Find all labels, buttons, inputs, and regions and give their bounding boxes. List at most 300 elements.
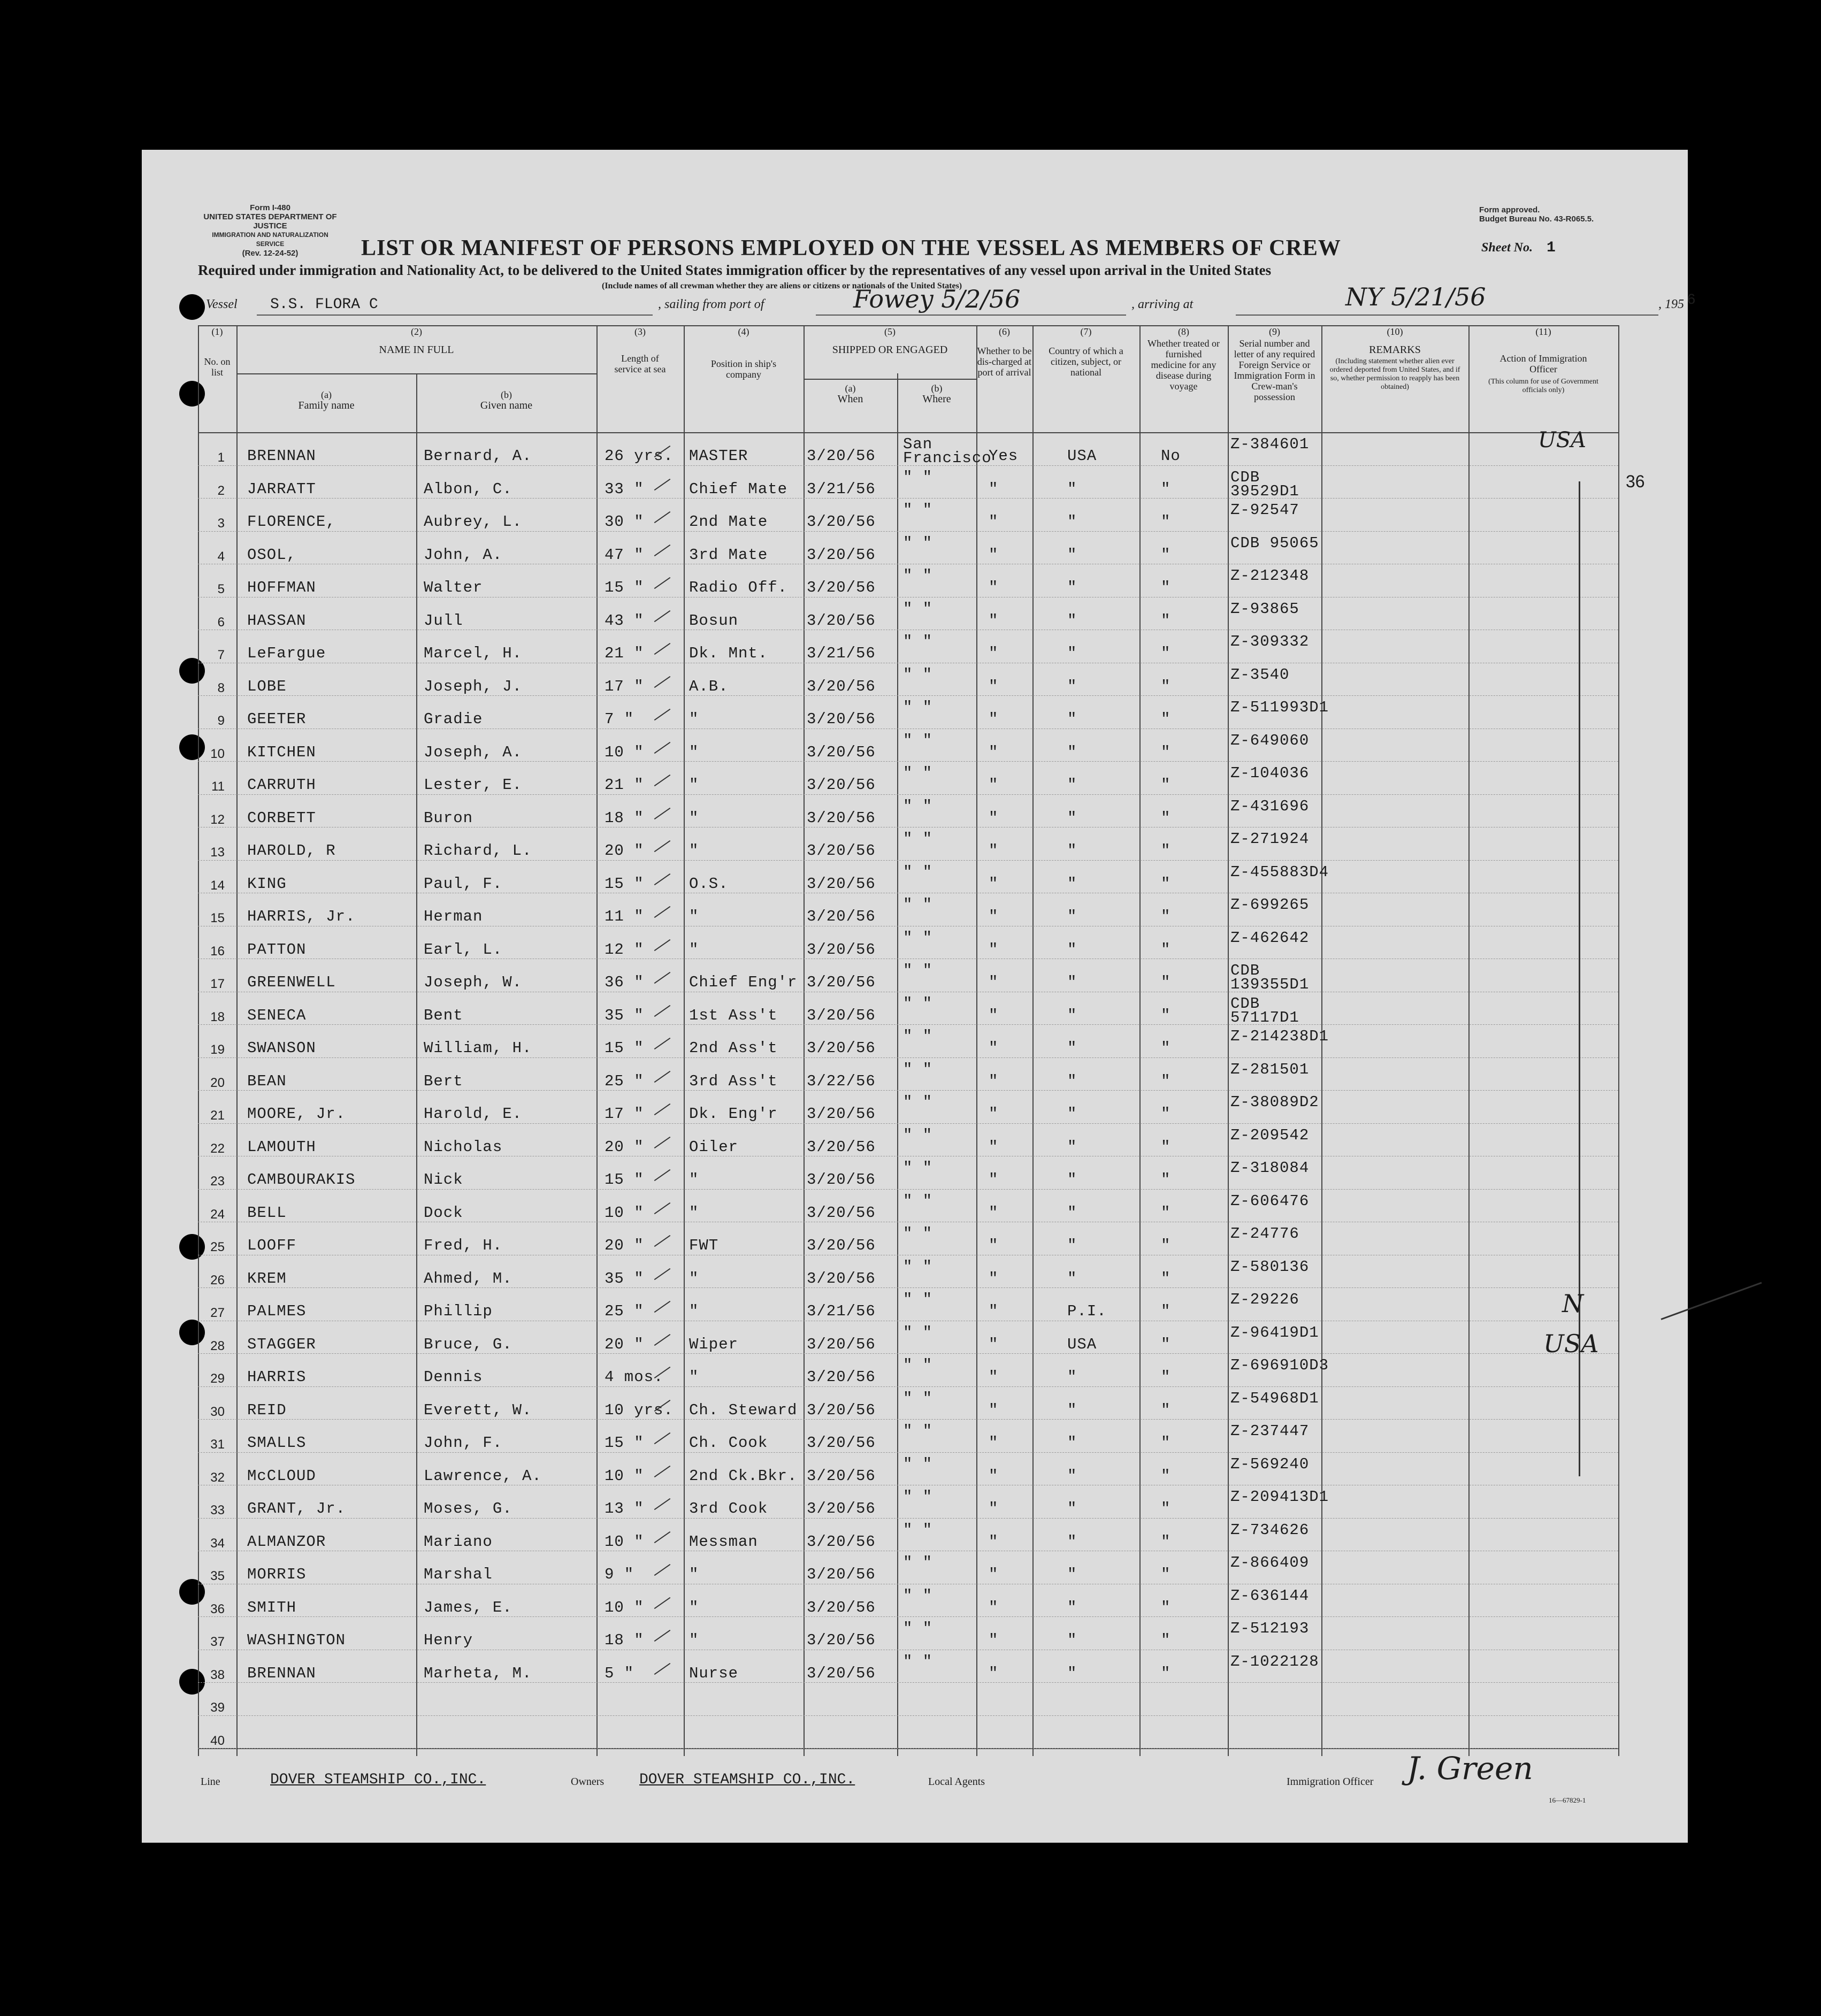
length-of-service: 17 ": [605, 1105, 644, 1123]
check-mark: [654, 807, 671, 819]
row-number: 2: [217, 483, 225, 498]
length-of-service: 10 ": [605, 743, 644, 761]
given-name: Paul, F.: [424, 875, 503, 893]
position: ": [689, 1302, 699, 1320]
country: ": [1067, 677, 1077, 695]
row-number: 33: [210, 1503, 225, 1517]
position: 3rd Cook: [689, 1500, 768, 1517]
length-of-service: 10 ": [605, 1204, 644, 1222]
check-mark: [654, 544, 671, 556]
row-number: 13: [210, 845, 225, 860]
family-name: LOOFF: [247, 1237, 297, 1254]
discharged: ": [989, 1401, 999, 1419]
table-row: [198, 827, 1618, 860]
discharged: ": [989, 1434, 999, 1452]
country: ": [1067, 1467, 1077, 1485]
check-mark: [654, 1662, 671, 1674]
family-name: HAROLD, R: [247, 842, 336, 860]
serial-number: Z-209413D1: [1230, 1488, 1329, 1506]
shipped-where: " ": [903, 830, 933, 848]
position: ": [689, 1204, 699, 1222]
family-name: KREM: [247, 1269, 287, 1287]
family-name: CAMBOURAKIS: [247, 1171, 356, 1189]
medicine: ": [1161, 1368, 1171, 1386]
serial-number: Z-384601: [1230, 435, 1310, 453]
line-label: Line: [201, 1776, 220, 1788]
row-number: 35: [210, 1569, 225, 1583]
serial-number: Z-93865: [1230, 600, 1299, 618]
shipped-when: 3/20/56: [807, 546, 876, 564]
given-name: James, E.: [424, 1598, 512, 1616]
country: USA: [1067, 1335, 1097, 1353]
serial-number: Z-237447: [1230, 1422, 1310, 1440]
shipped-where: " ": [903, 1192, 933, 1210]
family-name: HARRIS, Jr.: [247, 908, 356, 925]
length-of-service: 20 ": [605, 842, 644, 860]
col11-header: Action of Immigration Officer: [1499, 353, 1587, 374]
serial-number: Z-580136: [1230, 1258, 1310, 1276]
serial-number: Z-1022128: [1230, 1652, 1319, 1670]
country: ": [1067, 973, 1077, 991]
row-number: 39: [210, 1700, 225, 1715]
length-of-service: 21 ": [605, 645, 644, 662]
medicine: ": [1161, 513, 1171, 531]
country: ": [1067, 1664, 1077, 1682]
page-title: LIST OR MANIFEST OF PERSONS EMPLOYED ON THE VESSEL AS MEMBERS OF CREW: [361, 236, 1341, 260]
table-row: [198, 564, 1618, 597]
shipped-where: " ": [903, 1225, 933, 1243]
row-number: 14: [210, 878, 225, 893]
row-number: 18: [210, 1009, 225, 1024]
discharged: ": [989, 1335, 999, 1353]
shipped-when: 3/20/56: [807, 1532, 876, 1551]
discharged: ": [989, 579, 999, 596]
length-of-service: 47 ": [605, 546, 644, 564]
medicine: ": [1161, 1401, 1171, 1419]
check-mark: [654, 1333, 671, 1345]
check-mark: [654, 1268, 671, 1279]
length-of-service: 20 ": [605, 1237, 644, 1254]
given-name: Bernard, A.: [424, 447, 532, 465]
serial-number: Z-512193: [1230, 1620, 1310, 1637]
country: ": [1067, 1105, 1077, 1123]
serial-number: Z-92547: [1230, 501, 1299, 519]
family-name: McCLOUD: [247, 1467, 316, 1485]
medicine: ": [1161, 1237, 1171, 1254]
given-name: John, A.: [424, 546, 503, 564]
shipped-where: " ": [903, 929, 933, 947]
row-number: 7: [217, 648, 225, 662]
col4-num: (4): [738, 326, 749, 337]
discharged: ": [989, 1664, 999, 1682]
shipped-when: 3/20/56: [807, 1500, 876, 1517]
medicine: ": [1161, 1269, 1171, 1287]
given-name: Aubrey, L.: [424, 513, 523, 531]
medicine: ": [1161, 645, 1171, 662]
serial-number: Z-212348: [1230, 567, 1310, 585]
given-name: Dock: [424, 1204, 463, 1222]
revision: (Rev. 12-24-52): [242, 249, 299, 258]
length-of-service: 10 ": [605, 1532, 644, 1551]
medicine: ": [1161, 908, 1171, 925]
sheet-label: Sheet No.: [1481, 241, 1533, 255]
discharged: ": [989, 1171, 999, 1189]
discharged: ": [989, 1237, 999, 1254]
length-of-service: 10 ": [605, 1467, 644, 1485]
shipped-when: 3/20/56: [807, 611, 876, 630]
position: Radio Off.: [689, 579, 788, 596]
medicine: ": [1161, 1500, 1171, 1517]
shipped-when: 3/20/56: [807, 743, 876, 761]
row-number: 8: [217, 680, 225, 695]
country: ": [1067, 1072, 1077, 1090]
position: Chief Eng'r: [689, 973, 798, 991]
serial-number: CDB 57117D1: [1230, 994, 1299, 1026]
table-row: [198, 1452, 1618, 1485]
discharged: ": [989, 1500, 999, 1517]
annotation-bracket-line: [1579, 481, 1580, 1476]
line-value: DOVER STEAMSHIP CO.,INC.: [270, 1772, 486, 1788]
check-mark: [654, 1169, 671, 1181]
position: 2nd Ass't: [689, 1039, 778, 1057]
serial-number: Z-214238D1: [1230, 1028, 1329, 1045]
length-of-service: 15 ": [605, 1434, 644, 1452]
medicine: ": [1161, 743, 1171, 761]
position: ": [689, 1171, 699, 1189]
country: ": [1067, 579, 1077, 596]
col10-header: REMARKS: [1369, 344, 1421, 356]
budget-bureau: Budget Bureau No. 43-R065.5.: [1479, 214, 1594, 224]
shipped-where: " ": [903, 1521, 933, 1539]
check-mark: [654, 1301, 671, 1313]
serial-number: Z-431696: [1230, 797, 1310, 815]
annotation-page-count: 36: [1626, 472, 1645, 491]
length-of-service: 15 ": [605, 875, 644, 893]
serial-number: Z-29226: [1230, 1291, 1299, 1308]
table-row: [198, 926, 1618, 959]
table-row: [198, 1386, 1618, 1420]
country: ": [1067, 1598, 1077, 1616]
length-of-service: 5 ": [605, 1664, 634, 1682]
discharged: ": [989, 611, 999, 630]
shipped-when: 3/20/56: [807, 1566, 876, 1583]
department: UNITED STATES DEPARTMENT OF JUSTICE: [203, 212, 337, 231]
serial-number: CDB 95065: [1230, 534, 1319, 552]
family-name: CORBETT: [247, 809, 316, 827]
position: Chief Mate: [689, 480, 788, 498]
medicine: ": [1161, 611, 1171, 630]
shipped-when: 3/20/56: [807, 842, 876, 860]
given-name: Mariano: [424, 1532, 493, 1551]
given-name: Gradie: [424, 710, 483, 728]
row-number: 17: [210, 977, 225, 991]
family-name: SMALLS: [247, 1434, 307, 1452]
given-name: Albon, C.: [424, 480, 512, 498]
shipped-when: 3/20/56: [807, 1335, 876, 1353]
country: ": [1067, 710, 1077, 728]
table-row: [198, 992, 1618, 1025]
serial-number: Z-3540: [1230, 665, 1290, 684]
row-number: 32: [210, 1470, 225, 1485]
discharged: ": [989, 1532, 999, 1551]
discharged: ": [989, 1368, 999, 1386]
table-row: [198, 1222, 1618, 1255]
country: ": [1067, 546, 1077, 564]
form-header-right: [1479, 205, 1656, 224]
length-of-service: 9 ": [605, 1566, 634, 1583]
col2b-header: Given name: [480, 400, 533, 411]
length-of-service: 4 mos.: [605, 1368, 664, 1386]
position: ": [689, 743, 699, 761]
table-row: [198, 695, 1618, 729]
family-name: LAMOUTH: [247, 1138, 316, 1156]
length-of-service: 11 ": [605, 908, 644, 925]
table-row: [198, 1715, 1618, 1749]
family-name: BELL: [247, 1204, 287, 1222]
country: ": [1067, 1171, 1077, 1189]
country: ": [1067, 1237, 1077, 1254]
given-name: Earl, L.: [424, 940, 503, 959]
country: ": [1067, 1631, 1077, 1649]
length-of-service: 20 ": [605, 1335, 644, 1353]
col2a-header: Family name: [298, 400, 355, 411]
shipped-where: " ": [903, 1554, 933, 1572]
row-number: 15: [210, 911, 225, 925]
family-name: JARRATT: [247, 480, 316, 498]
form-code: 16—67829-1: [1549, 1796, 1586, 1804]
row-divider: [198, 1748, 1618, 1749]
shipped-when: 3/22/56: [807, 1072, 876, 1090]
length-of-service: 13 ": [605, 1500, 644, 1517]
officer-label: Immigration Officer: [1287, 1776, 1374, 1788]
medicine: ": [1161, 1598, 1171, 1616]
table-row: [198, 1255, 1618, 1288]
row-number: 9: [217, 714, 225, 728]
discharged: ": [989, 1566, 999, 1583]
position: Bosun: [689, 611, 739, 630]
given-name: Joseph, W.: [424, 973, 523, 991]
shipped-when: 3/20/56: [807, 677, 876, 695]
col9-header: Serial number and letter of any required Foreign Service or Immigration Form in Crew-man's possession: [1234, 338, 1315, 402]
shipped-where: " ": [903, 1060, 933, 1078]
shipped-where: " ": [903, 501, 933, 519]
shipped-where: " ": [903, 665, 933, 684]
row-number: 30: [210, 1404, 225, 1419]
col8-header: Whether treated or furnished medicine for any disease during voyage: [1147, 338, 1220, 392]
serial-number: Z-699265: [1230, 896, 1310, 914]
country: ": [1067, 940, 1077, 959]
length-of-service: 18 ": [605, 809, 644, 827]
length-of-service: 30 ": [605, 513, 644, 531]
table-row: [198, 531, 1618, 564]
discharged: ": [989, 973, 999, 991]
annotation-usa-top: USA: [1538, 428, 1586, 453]
shipped-where: " ": [903, 468, 933, 486]
table-row: [198, 1156, 1618, 1189]
col5b-num: (b): [931, 383, 943, 394]
shipped-where: San Francisco: [903, 435, 992, 467]
family-name: KING: [247, 875, 287, 893]
col1-num: (1): [211, 326, 223, 337]
check-mark: [654, 1070, 671, 1082]
table-row: [198, 1650, 1618, 1683]
position: 3rd Ass't: [689, 1072, 778, 1090]
shipped-when: 3/20/56: [807, 1598, 876, 1616]
serial-number: Z-866409: [1230, 1554, 1310, 1572]
table-row: [198, 663, 1618, 696]
shipped-where: " ": [903, 534, 933, 552]
given-name: Phillip: [424, 1302, 493, 1320]
shipped-where: " ": [903, 699, 933, 716]
length-of-service: 15 ": [605, 1171, 644, 1189]
year-digit: 6: [1687, 292, 1696, 309]
table-row: [198, 1419, 1618, 1452]
medicine: ": [1161, 710, 1171, 728]
position: Wiper: [689, 1335, 739, 1353]
discharged: ": [989, 645, 999, 662]
given-name: Nick: [424, 1171, 463, 1189]
discharged: ": [989, 776, 999, 794]
check-mark: [654, 1005, 671, 1016]
position: O.S.: [689, 875, 729, 893]
form-header-left: [201, 203, 340, 258]
check-mark: [654, 1038, 671, 1049]
row-number: 22: [210, 1141, 225, 1156]
position: FWT: [689, 1237, 719, 1254]
position: ": [689, 1598, 699, 1616]
medicine: ": [1161, 1138, 1171, 1156]
row-number: 12: [210, 812, 225, 827]
given-name: John, F.: [424, 1434, 503, 1452]
family-name: REID: [247, 1401, 287, 1419]
discharged: ": [989, 1204, 999, 1222]
medicine: ": [1161, 677, 1171, 695]
table-row: [198, 1518, 1618, 1551]
manifest-page: [142, 150, 1696, 1843]
shipped-where: " ": [903, 962, 933, 979]
medicine: ": [1161, 1204, 1171, 1222]
shipped-where: " ": [903, 731, 933, 749]
given-name: Bent: [424, 1006, 463, 1024]
col11-num: (11): [1535, 326, 1551, 337]
col1-header: No. on list: [204, 356, 231, 378]
family-name: FLORENCE,: [247, 513, 336, 531]
family-name: ALMANZOR: [247, 1532, 326, 1551]
row-number: 40: [210, 1733, 225, 1748]
check-mark: [654, 1432, 671, 1444]
row-number: 5: [217, 582, 225, 596]
shipped-where: " ": [903, 1389, 933, 1407]
given-name: Bruce, G.: [424, 1335, 512, 1353]
form-number: Form I-480: [250, 203, 290, 212]
shipped-when: 3/20/56: [807, 1138, 876, 1156]
owners-label: Owners: [571, 1776, 605, 1788]
family-name: BRENNAN: [247, 1664, 316, 1682]
shipped-when: 3/20/56: [807, 973, 876, 991]
row-number: 31: [210, 1437, 225, 1452]
discharged: ": [989, 1105, 999, 1123]
position: Messman: [689, 1532, 758, 1551]
col10-note: (Including statement whether alien ever ordered deported from United States, and if so, whether permission to reapply has been obtained): [1329, 357, 1460, 391]
given-name: Ahmed, M.: [424, 1269, 512, 1287]
country: ": [1067, 809, 1077, 827]
shipped-where: " ": [903, 1620, 933, 1637]
table-row: [198, 1682, 1618, 1715]
table-row: [198, 729, 1618, 762]
family-name: HARRIS: [247, 1368, 307, 1386]
country: ": [1067, 743, 1077, 761]
shipped-where: " ": [903, 863, 933, 881]
length-of-service: 10 ": [605, 1598, 644, 1616]
given-name: Marshal: [424, 1566, 493, 1583]
length-of-service: 26 yrs.: [605, 447, 674, 465]
col5a-header: When: [837, 393, 863, 405]
col5-num: (5): [884, 326, 896, 337]
shipped-where: " ": [903, 1356, 933, 1374]
table-row: [198, 1287, 1618, 1321]
medicine: ": [1161, 1467, 1171, 1485]
shipped-where: " ": [903, 1586, 933, 1605]
serial-number: Z-569240: [1230, 1455, 1310, 1473]
given-name: Henry: [424, 1631, 473, 1649]
table-row: [198, 860, 1618, 893]
row-number: 19: [210, 1043, 225, 1057]
shipped-where: " ": [903, 1028, 933, 1045]
family-name: CARRUTH: [247, 776, 316, 794]
length-of-service: 15 ": [605, 1039, 644, 1057]
serial-number: Z-271924: [1230, 830, 1310, 848]
col3-header: Length of service at sea: [614, 353, 666, 374]
check-mark: [654, 511, 671, 523]
crew-table: [198, 325, 1618, 1756]
given-name: Fred, H.: [424, 1237, 503, 1254]
table-row: [198, 1189, 1618, 1222]
given-name: Harold, E.: [424, 1105, 523, 1123]
position: 1st Ass't: [689, 1006, 778, 1024]
country: ": [1067, 513, 1077, 531]
officer-signature: J. Green: [1407, 1750, 1533, 1787]
family-name: STAGGER: [247, 1335, 316, 1353]
position: 2nd Ck.Bkr.: [689, 1467, 798, 1485]
shipped-when: 3/20/56: [807, 809, 876, 827]
annotation-usa-bottom: USA: [1543, 1329, 1599, 1358]
table-row: [198, 893, 1618, 926]
position: Dk. Eng'r: [689, 1105, 778, 1123]
table-row: [198, 794, 1618, 827]
discharged: ": [989, 1598, 999, 1616]
family-name: HOFFMAN: [247, 579, 316, 596]
serial-number: CDB 39529D1: [1230, 468, 1299, 500]
table-row: [198, 1353, 1618, 1386]
row-number: 6: [217, 615, 225, 630]
discharged: ": [989, 1138, 999, 1156]
discharged: ": [989, 1006, 999, 1024]
medicine: ": [1161, 842, 1171, 860]
shipped-where: " ": [903, 1323, 933, 1342]
agents-label: Local Agents: [928, 1776, 985, 1788]
family-name: OSOL,: [247, 546, 297, 564]
given-name: Nicholas: [424, 1138, 503, 1156]
sailing-label: , sailing from port of: [658, 297, 764, 311]
check-mark: [654, 676, 671, 687]
medicine: ": [1161, 1302, 1171, 1320]
shipped-when: 3/20/56: [807, 1631, 876, 1649]
country: ": [1067, 1566, 1077, 1583]
medicine: ": [1161, 973, 1171, 991]
country: ": [1067, 1269, 1077, 1287]
position: Ch. Cook: [689, 1434, 768, 1452]
table-row: [198, 959, 1618, 992]
